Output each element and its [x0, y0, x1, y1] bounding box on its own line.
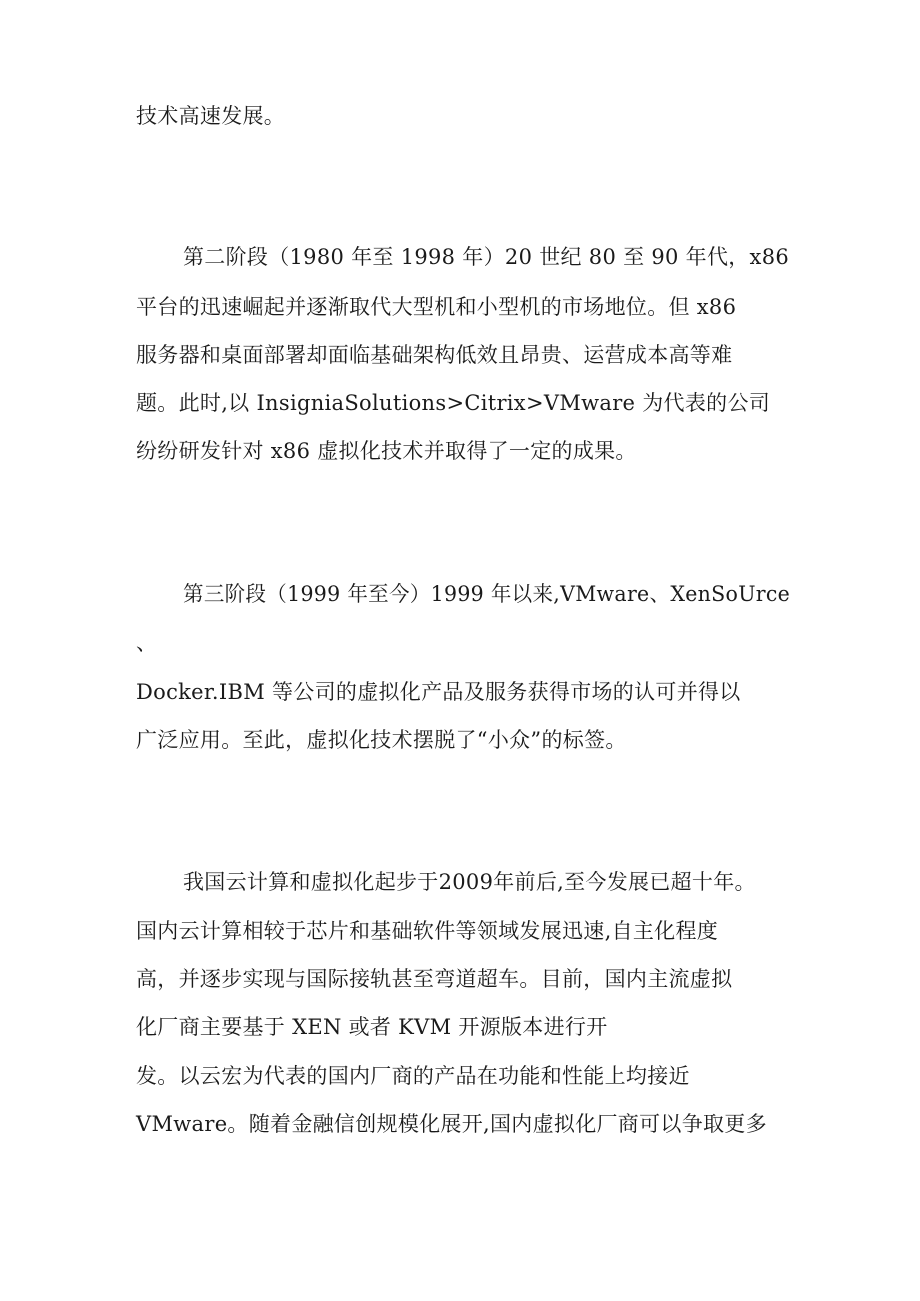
text-line: 第三阶段（1999 年至今）1999 年以来,VMware、XenSoUrce	[183, 582, 791, 606]
text-line: 技术高速发展。	[136, 104, 286, 128]
text-line: 服务器和桌面部署却面临基础架构低效且昂贵、运营成本高等难	[136, 343, 733, 367]
text-line: 纷纷研发针对 x86 虚拟化技术并取得了一定的成果。	[136, 439, 637, 463]
text-line: 国内云计算相较于芯片和基础软件等领域发展迅速,自主化程度	[136, 919, 719, 943]
text-line: 题。此时,以 InsigniaSolutions>Citrix>VMware 为代表的公司	[136, 391, 771, 415]
text-line: 第二阶段（1980 年至 1998 年）20 世纪 80 至 90 年代，x86	[183, 245, 790, 269]
text-line: 化厂商主要基于 XEN 或者 KVM 开源版本进行开	[136, 1015, 608, 1039]
text-line: VMware。随着金融信创规模化展开,国内虚拟化厂商可以争取更多	[136, 1112, 767, 1136]
text-line: 平台的迅速崛起并逐渐取代大型机和小型机的市场地位。但 x86	[136, 295, 737, 319]
text-line: 广泛应用。至此，虚拟化技术摆脱了“小众”的标签。	[136, 728, 627, 752]
text-line: 我国云计算和虚拟化起步于2009年前后,至今发展已超十年。	[183, 870, 756, 894]
text-line: 发。以云宏为代表的国内厂商的产品在功能和性能上均接近	[136, 1064, 690, 1088]
text-line: Docker.IBM 等公司的虚拟化产品及服务获得市场的认可并得以	[136, 680, 741, 704]
text-line: 高，并逐步实现与国际接轨甚至弯道超车。目前，国内主流虚拟	[136, 967, 733, 991]
text-line: 、	[136, 631, 158, 655]
